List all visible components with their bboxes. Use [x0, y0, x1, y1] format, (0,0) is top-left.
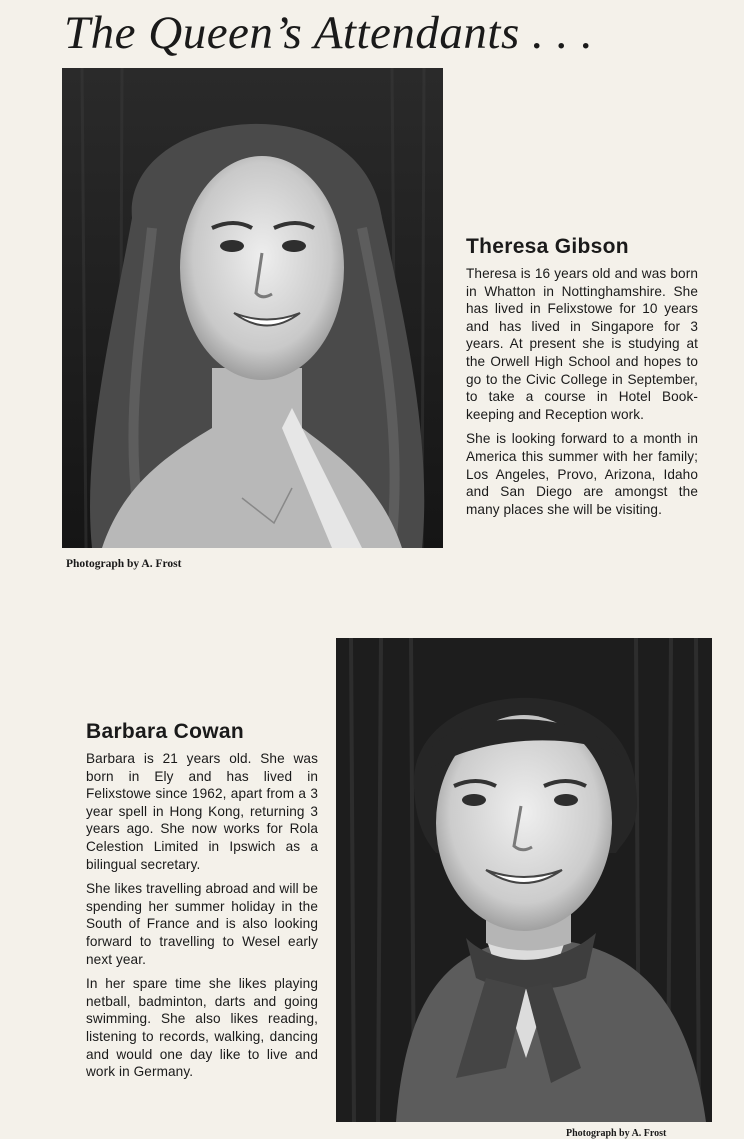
- bio-paragraph: Theresa is 16 years old and was born in Whatton in Nottinghamshire. She has lived in Felixstowe for 10 years and has lived in Singapore for 3 years. At present she is studying at the Orwell High School and hopes to go to the Civic College in September, to take a course in Hotel Book-keeping and Reception work.: [466, 266, 698, 422]
- bio-paragraph: In her spare time she likes playing netball, badminton, darts and going swimming. She also likes reading, listening to records, walking, dancing and would one day like to live and work in Germany.: [86, 976, 318, 1080]
- bio-paragraph: She is looking forward to a month in America this summer with her family; Los Angeles, Provo, Arizona, Idaho and San Diego are amongst the many places she will be visiting.: [466, 431, 698, 517]
- bio-paragraph: Barbara is 21 years old. She was born in Ely and has lived in Felixstowe since 1962, apart from a 3 year spell in Hong Kong, returning 3 years ago. She now works for Rola Celestion Limited in Ipswich as a bilingual secretary.: [86, 751, 318, 872]
- photo-credit: Photograph by A. Frost: [66, 558, 182, 570]
- photo-credit: Photograph by A. Frost: [566, 1128, 667, 1139]
- bio-theresa-gibson: [466, 235, 698, 525]
- attendant-name: Theresa Gibson: [466, 235, 629, 258]
- bio-barbara-cowan: [86, 720, 318, 1088]
- page-title: The Queen’s Attendants . . .: [64, 7, 594, 59]
- barbara-cowan-photo: [336, 638, 712, 1122]
- bio-paragraph: She likes travelling abroad and will be spending her summer holiday in the South of France and is also looking forward to travelling to Wesel early next year.: [86, 881, 318, 967]
- theresa-gibson-photo: [62, 68, 443, 548]
- attendant-name: Barbara Cowan: [86, 720, 244, 743]
